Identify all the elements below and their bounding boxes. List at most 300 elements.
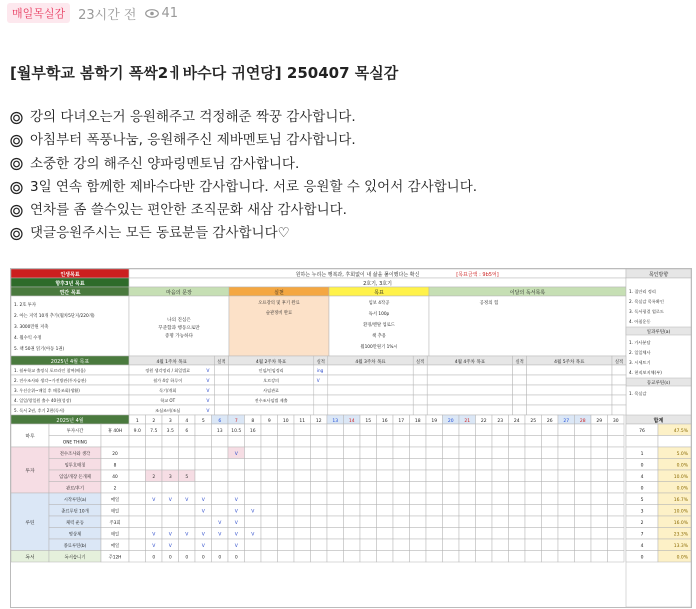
tracker-day-cell (195, 424, 212, 436)
tracker-day-cell (542, 493, 559, 505)
day-mark: V (185, 532, 189, 538)
post-line (10, 106, 477, 129)
day-number: 23 (497, 419, 504, 424)
post-time: 23시간 전 (78, 7, 137, 23)
day-number: 14 (348, 419, 355, 424)
day-number: 19 (431, 419, 438, 424)
sheet-cell (513, 395, 527, 405)
sheet-cell (314, 395, 328, 405)
tracker-day-cell (591, 424, 608, 436)
tracker-day-cell (377, 505, 394, 517)
tracker-day-cell (509, 528, 526, 540)
tracker-day-cell (327, 505, 344, 517)
day-mark: 2 (152, 475, 156, 480)
day-mark: V (168, 498, 172, 503)
sheet-text: 하루 (25, 434, 35, 440)
sheet-text: 76 (639, 429, 645, 434)
sheet-text: 3. 독서평결 업로드 (629, 309, 664, 314)
tracker-day-cell (195, 436, 212, 448)
tracker-day-cell (245, 470, 262, 482)
sheet-text: 인생목표 (60, 272, 80, 278)
sheet-text: 4. 현직보지체(부) (629, 370, 662, 375)
tracker-day-cell (179, 482, 196, 494)
sheet-text: 주12H (108, 555, 122, 561)
tracker-day-cell (377, 493, 394, 505)
tracker-day-cell (278, 424, 295, 436)
tracker-day-cell (443, 505, 460, 517)
tracker-day-cell (509, 447, 526, 459)
tracker-day-cell (492, 436, 509, 448)
tracker-day-cell (294, 459, 311, 471)
tracker-day-cell (393, 482, 410, 494)
sheet-text: 투자시간 (66, 429, 84, 434)
day-number: 13 (332, 419, 339, 424)
tracker-day-cell (245, 551, 262, 563)
sheet-text: 공정의 힘 (479, 301, 499, 306)
sheet-cell (214, 405, 228, 415)
day-number: 10 (282, 419, 289, 424)
tracker-day-cell (212, 459, 229, 471)
tracker-day-cell (360, 505, 377, 517)
tracker-rate (658, 436, 691, 448)
tracker-day-cell (426, 516, 443, 528)
tracker-day-cell (542, 459, 559, 471)
sheet-text: 5. 책 50권 읽기(아동 1권) (14, 347, 65, 352)
sheet-text: 투자 (25, 469, 35, 474)
sheet-text: 명상체 (68, 532, 82, 538)
tracker-day-cell (575, 539, 592, 551)
sheet-text: 임투호매칭 (64, 463, 86, 469)
tracker-day-cell (360, 528, 377, 540)
tracker-day-cell (509, 482, 526, 494)
sheet-text: 증명 가능하다 (164, 334, 194, 339)
tracker-day-cell (525, 424, 542, 436)
tracker-day-cell (261, 493, 278, 505)
tracker-day-cell (377, 447, 394, 459)
sheet-text: 10.0% (673, 475, 688, 480)
book-cell (429, 296, 626, 356)
day-mark: V (201, 509, 205, 515)
double-circle-icon (10, 134, 24, 148)
tracker-day-cell (228, 436, 245, 448)
tracker-day-cell (294, 470, 311, 482)
tracker-day-cell (542, 551, 559, 563)
sheet-text: 4. 월수익 수정 (14, 336, 42, 341)
sheet-text: 종료루틴(b) (63, 544, 87, 549)
tracker-day-cell (294, 528, 311, 540)
tracker-day-cell (459, 516, 476, 528)
sheet-text: 47.5% (673, 429, 688, 434)
sheet-text: 2. 목실감 목록확인 (629, 299, 664, 304)
tracker-day-cell (542, 424, 559, 436)
goal-tracker-sheet-image (10, 268, 692, 608)
sheet-text: 임임/개장 돈개체 (59, 475, 91, 480)
sheet-text: 1 (640, 452, 644, 457)
sheet-text: ing (316, 368, 324, 373)
sheet-text: 1. 집안리 정리 (629, 289, 656, 294)
tracker-day-cell (492, 459, 509, 471)
tracker-day-cell (327, 516, 344, 528)
tracker-day-cell (558, 539, 575, 551)
category-badge[interactable]: 매일목실감 (7, 3, 70, 23)
tracker-day-cell (443, 528, 460, 540)
tracker-day-cell (426, 424, 443, 436)
tracker-day-cell (591, 436, 608, 448)
tracker-day-cell (426, 528, 443, 540)
tracker-day-cell (162, 447, 179, 459)
sheet-text: 0.0% (676, 463, 688, 469)
tracker-day-cell (261, 551, 278, 563)
sheet-text: 1. 2호 투자 (14, 303, 37, 308)
tracker-day-cell (146, 447, 163, 459)
day-number: 7 (234, 419, 238, 424)
sheet-text: 10.0% (673, 509, 688, 515)
tracker-day-cell (558, 447, 575, 459)
tracker-day-cell (245, 539, 262, 551)
tracker-day-cell (179, 516, 196, 528)
sheet-text: 독서 100p (368, 312, 390, 317)
day-number: 29 (596, 419, 603, 424)
day-mark: 7.5 (150, 429, 158, 434)
tracker-day-cell (591, 539, 608, 551)
tracker-day-cell (294, 551, 311, 563)
tracker-day-cell (525, 493, 542, 505)
tracker-day-cell (377, 459, 394, 471)
day-mark: 0 (218, 555, 222, 561)
sheet-text: 등교루틴(s) (646, 381, 671, 386)
tracker-day-cell (261, 482, 278, 494)
sheet-text: 연간 목표 (59, 290, 81, 296)
sheet-text: 꾸준함과 행동으로만 (158, 326, 200, 331)
sheet-text: 종료루틴 10개 (61, 509, 89, 515)
tracker-day-cell (443, 516, 460, 528)
tracker-day-cell (459, 470, 476, 482)
check-mark: V (206, 389, 210, 394)
tracker-day-cell (492, 505, 509, 517)
double-circle-icon (10, 181, 24, 195)
sheet-text: 조심조비/조심 (155, 408, 181, 413)
tracker-day-cell (591, 528, 608, 540)
tracker-day-cell (377, 539, 394, 551)
sheet-text: 5. 독서 2권, 후기 2편(독서) (14, 408, 65, 413)
tracker-day-cell (294, 493, 311, 505)
tracker-day-cell (492, 470, 509, 482)
sheet-text: 4월 3주차 목표 (355, 360, 386, 365)
sheet-text: 루틴 (25, 520, 35, 526)
tracker-day-cell (344, 551, 361, 563)
tracker-day-cell (426, 470, 443, 482)
day-mark: 0 (152, 555, 156, 561)
post-line (10, 129, 477, 152)
sheet-cell (413, 395, 427, 405)
sheet-text: 5.0% (676, 452, 688, 457)
day-number: 20 (447, 419, 454, 424)
tracker-day-cell (129, 447, 146, 459)
sheet-cell (612, 405, 626, 415)
sheet-text: 1. 가사분담 (629, 340, 651, 345)
tracker-day-cell (261, 528, 278, 540)
tracker-day-cell (212, 436, 229, 448)
sheet-cell (612, 365, 626, 375)
tracker-day-cell (558, 528, 575, 540)
sheet-text: 0.0% (676, 555, 688, 561)
tracker-day-cell (608, 528, 625, 540)
tracker-day-cell (377, 470, 394, 482)
tracker-day-cell (591, 482, 608, 494)
tracker-day-cell (525, 539, 542, 551)
sheet-cell (612, 395, 626, 405)
tracker-day-cell (542, 436, 559, 448)
day-mark: 0 (234, 555, 238, 561)
tracker-day-cell (558, 516, 575, 528)
sheet-text: 3. 시세트기 (629, 360, 651, 365)
tracker-day-cell (426, 436, 443, 448)
eye-icon (145, 9, 159, 18)
tracker-day-cell (360, 470, 377, 482)
tracker-day-cell (294, 516, 311, 528)
tracker-day-cell (278, 528, 295, 540)
tracker-day-cell (443, 539, 460, 551)
tracker-row-target (101, 436, 129, 448)
tracker-day-cell (443, 424, 460, 436)
tracker-day-cell (129, 436, 146, 448)
sheet-cell (314, 405, 328, 415)
sheet-text: 23.3% (673, 532, 688, 538)
day-mark: 9.0 (133, 429, 141, 434)
tracker-day-cell (525, 447, 542, 459)
sheet-text: 4월 5주차 목표 (554, 360, 585, 365)
tracker-day-cell (575, 459, 592, 471)
tracker-day-cell (393, 551, 410, 563)
tracker-day-cell (542, 528, 559, 540)
tracker-day-cell (278, 505, 295, 517)
post-line-text: 3일 연속 함께한 제바수다반 감사합니다. 서로 응원할 수 있어서 감사합니다. (30, 178, 478, 195)
sheet-text: 2호기, 3호기 (363, 281, 392, 287)
tracker-day-cell (261, 436, 278, 448)
sheet-text: 7 (640, 532, 644, 538)
tracker-day-cell (476, 528, 493, 540)
tracker-day-cell (228, 470, 245, 482)
tracker-day-cell (459, 436, 476, 448)
tracker-day-cell (476, 459, 493, 471)
tracker-day-cell (410, 424, 427, 436)
tracker-day-cell (261, 470, 278, 482)
tracker-day-cell (294, 505, 311, 517)
tracker-day-cell (492, 516, 509, 528)
tracker-day-cell (327, 551, 344, 563)
tracker-day-cell (443, 551, 460, 563)
tracker-day-cell (360, 551, 377, 563)
tracker-day-cell (591, 516, 608, 528)
sheet-cell (214, 365, 228, 375)
tracker-day-cell (443, 470, 460, 482)
tracker-day-cell (575, 551, 592, 563)
tracker-day-cell (459, 528, 476, 540)
post-line (10, 176, 477, 199)
sheet-text: 체력 운동 (66, 521, 84, 526)
tracker-day-cell (476, 447, 493, 459)
tracker-day-cell (377, 424, 394, 436)
tracker-day-cell (377, 436, 394, 448)
tracker-day-cell (525, 528, 542, 540)
sheet-text: 매일 (110, 498, 120, 503)
sheet-cell (427, 395, 512, 405)
tracker-day-cell (443, 482, 460, 494)
sheet-text: 나의 진심은 (167, 318, 191, 323)
sheet-cell (413, 385, 427, 395)
tracker-day-cell (245, 447, 262, 459)
tracker-day-cell (311, 459, 328, 471)
tracker-day-cell (476, 505, 493, 517)
tracker-day-cell (426, 493, 443, 505)
tracker-day-cell (212, 482, 229, 494)
tracker-day-cell (410, 539, 427, 551)
tracker-day-cell (360, 482, 377, 494)
tracker-day-cell (261, 539, 278, 551)
day-mark: V (152, 544, 156, 549)
tracker-day-cell (542, 447, 559, 459)
tracker-day-cell (492, 482, 509, 494)
goal-tracker-sheet (11, 269, 691, 607)
sheet-text: 이달의 독서목록 (509, 290, 546, 296)
tracker-day-cell (542, 470, 559, 482)
sheet-cell (328, 375, 413, 385)
tracker-day-cell (245, 482, 262, 494)
sheet-cell (328, 395, 413, 405)
tracker-day-cell (459, 482, 476, 494)
tracker-day-cell (443, 493, 460, 505)
day-mark: V (234, 532, 238, 538)
day-number: 21 (464, 419, 471, 424)
tracker-day-cell (393, 447, 410, 459)
tracker-day-cell (195, 447, 212, 459)
sheet-text: 매일 (110, 544, 120, 549)
tracker-day-cell (261, 505, 278, 517)
tracker-day-cell (278, 539, 295, 551)
tracker-day-cell (327, 539, 344, 551)
day-number: 16 (381, 419, 388, 424)
tracker-day-cell (542, 505, 559, 517)
tracker-day-cell (591, 493, 608, 505)
tracker-day-cell (327, 424, 344, 436)
tracker-day-cell (410, 447, 427, 459)
view-count (145, 6, 179, 21)
tracker-day-cell (344, 482, 361, 494)
sheet-text: 사임관료 (263, 388, 280, 393)
day-mark: V (201, 532, 205, 538)
sheet-text: 2. 아는 지역 10개 추가(월차5단지/220개) (14, 314, 95, 319)
tracker-day-cell (608, 424, 625, 436)
tracker-day-cell (344, 424, 361, 436)
tracker-day-cell (327, 493, 344, 505)
tracker-day-cell (245, 516, 262, 528)
sheet-text: 0 (640, 555, 644, 561)
tracker-day-cell (360, 459, 377, 471)
tracker-day-cell (245, 436, 262, 448)
tracker-day-cell (195, 482, 212, 494)
tracker-day-cell (212, 447, 229, 459)
post-body (10, 106, 477, 246)
double-circle-icon (10, 157, 24, 171)
tracker-day-cell (311, 436, 328, 448)
day-number: 28 (579, 419, 586, 424)
tracker-day-cell (278, 459, 295, 471)
day-mark: V (234, 498, 238, 503)
sheet-text: 정원 생각정리 / 회일법료 (145, 368, 191, 373)
tracker-day-cell (426, 447, 443, 459)
sheet-text: 마음의 문장 (166, 290, 192, 296)
sheet-cell (214, 395, 228, 405)
day-mark: 0 (201, 555, 205, 561)
tracker-day-cell (426, 551, 443, 563)
tracker-day-cell (146, 516, 163, 528)
tracker-day-cell (195, 459, 212, 471)
day-number: 30 (612, 419, 619, 424)
tracker-day-cell (608, 493, 625, 505)
tracker-day-cell (558, 424, 575, 436)
tracker-day-cell (525, 459, 542, 471)
tracker-day-cell (245, 459, 262, 471)
view-count-value: 41 (161, 5, 179, 21)
day-mark: V (201, 544, 205, 549)
day-mark: V (234, 452, 238, 457)
day-number: 15 (365, 419, 372, 424)
tracker-day-cell (426, 505, 443, 517)
day-mark: 6 (185, 429, 189, 434)
sheet-text: 4. 아침운동 (629, 319, 651, 324)
tracker-day-cell (146, 482, 163, 494)
tracker-day-cell (525, 436, 542, 448)
sheet-text: 1. 월부학교 출정식 포르라인 참여(배움) (14, 368, 86, 373)
tracker-day-cell (426, 539, 443, 551)
tracker-day-cell (393, 424, 410, 436)
sheet-text: 2 (113, 486, 117, 492)
tracker-day-cell (476, 482, 493, 494)
tracker-day-cell (146, 436, 163, 448)
day-number: 18 (414, 419, 421, 424)
day-number: 17 (398, 419, 405, 424)
tracker-day-cell (129, 493, 146, 505)
tracker-day-cell (179, 539, 196, 551)
double-circle-icon (10, 204, 24, 218)
tracker-day-cell (509, 459, 526, 471)
tracker-day-cell (261, 459, 278, 471)
sheet-text: 4월 2주차 목표 (255, 360, 287, 365)
tracker-day-cell (245, 493, 262, 505)
tracker-day-cell (575, 436, 592, 448)
tracker-day-cell (459, 539, 476, 551)
sheet-text: 독서 (25, 555, 35, 561)
tracker-day-cell (294, 539, 311, 551)
sheet-text: 1. 목실감 (629, 391, 647, 396)
tracker-day-cell (228, 482, 245, 494)
sheet-cell (527, 405, 612, 415)
tracker-day-cell (294, 447, 311, 459)
tracker-day-cell (129, 459, 146, 471)
tracker-day-cell (575, 447, 592, 459)
sheet-text: ONE THING (62, 440, 88, 446)
tracker-day-cell (393, 505, 410, 517)
sheet-text: 실적 (515, 360, 524, 365)
tracker-day-cell (344, 470, 361, 482)
day-mark: V (218, 521, 222, 526)
sheet-text: 실적 (316, 360, 325, 365)
tracker-day-cell (311, 516, 328, 528)
tracker-day-cell (443, 459, 460, 471)
sheet-cell (427, 405, 512, 415)
sheet-text: 오르강의 (263, 378, 280, 383)
day-number: 12 (315, 419, 322, 424)
